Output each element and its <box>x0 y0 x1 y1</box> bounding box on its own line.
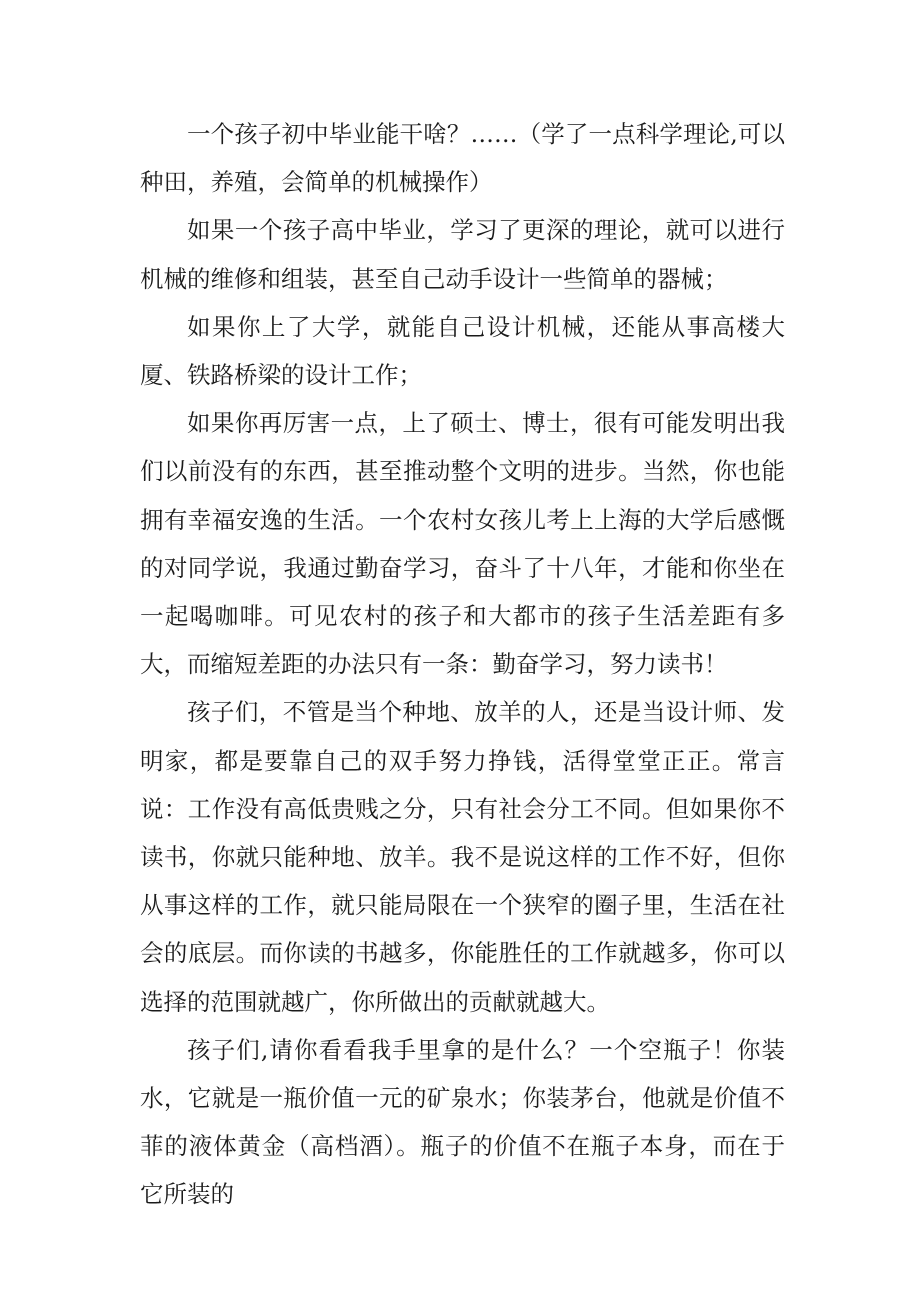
paragraph-4: 如果你再厉害一点，上了硕士、博士，很有可能发明出我们以前没有的东西，甚至推动整个文明的进步。当然，你也能拥有幸福安逸的生活。一个农村女孩儿考上上海的大学后感慨的对同学说，我通过勤奋学习，奋斗了十八年，才能和你坐在一起喝咖啡。可见农村的孩子和大都市的孩子生活差距有多大，而缩短差距的办法只有一条：勤奋学习，努力读书！ <box>140 409 785 679</box>
paragraph-1: 一个孩子初中毕业能干啥？……（学了一点科学理论,可以种田，养殖，会简单的机械操作） <box>140 120 785 197</box>
document-body <box>140 110 785 1219</box>
paragraph-5: 孩子们，不管是当个种地、放羊的人，还是当设计师、发明家，都是要靠自己的双手努力挣钱，活得堂堂正正。常言说：工作没有高低贵贱之分，只有社会分工不同。但如果你不读书，你就只能种地、放羊。我不是说这样的工作不好，但你从事这样的工作，就只能局限在一个狭窄的圈子里，生活在社会的底层。而你读的书越多，你能胜任的工作就越多，你可以选择的范围就越广，你所做出的贡献就越大。 <box>140 698 785 1016</box>
paragraph-2: 如果一个孩子高中毕业，学习了更深的理论，就可以进行机械的维修和组装，甚至自己动手设计一些简单的器械； <box>140 216 785 293</box>
paragraph-3: 如果你上了大学，就能自己设计机械，还能从事高楼大厦、铁路桥梁的设计工作； <box>140 312 785 390</box>
paragraph-6: 孩子们,请你看看我手里拿的是什么？一个空瓶子！你装水，它就是一瓶价值一元的矿泉水；你装茅台，他就是价值不菲的液体黄金（高档酒）。瓶子的价值不在瓶子本身，而在于它所装的 <box>140 1035 785 1209</box>
